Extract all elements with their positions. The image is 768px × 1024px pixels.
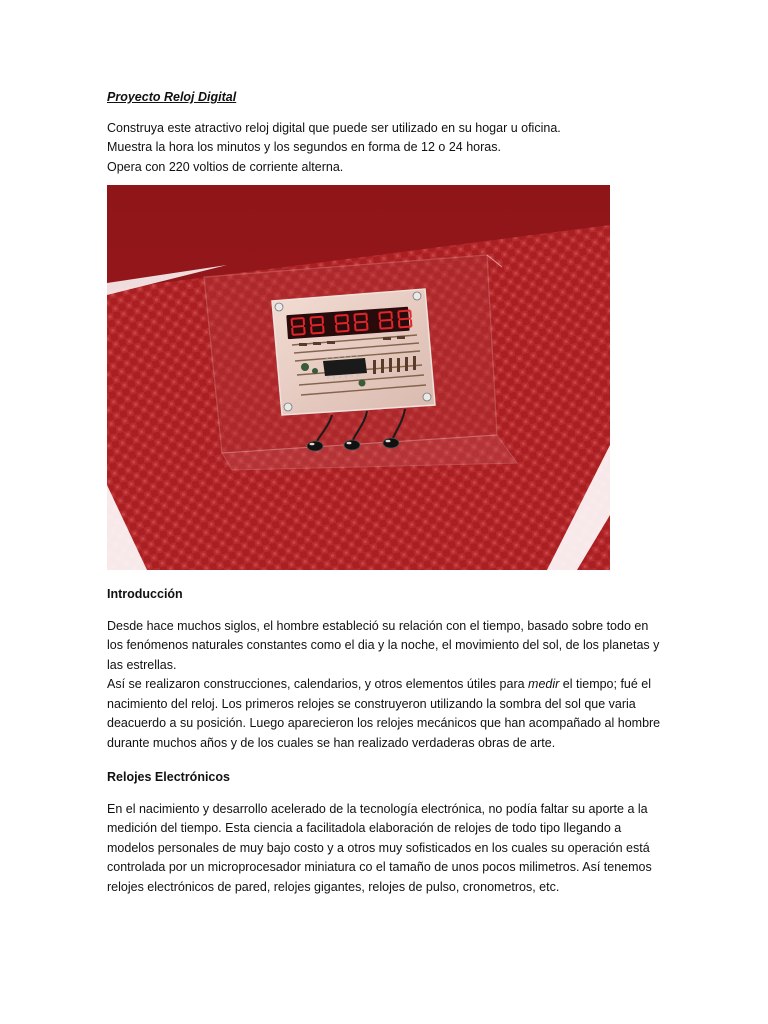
clock-photo-illustration [107, 185, 610, 570]
paragraph-relojes-electronicos [107, 800, 667, 898]
text-run: Así se realizaron construcciones, calendarios, y otros elementos útiles para [107, 677, 529, 691]
intro-line: Opera con 220 voltios de corriente alterna. [107, 159, 344, 174]
section-heading-relojes-electronicos: Relojes Electrónicos [107, 770, 230, 784]
intro-line: Muestra la hora los minutos y los segundos en forma de 12 o 24 horas. [107, 140, 501, 154]
intro-block [107, 119, 667, 178]
document-page [107, 88, 667, 905]
paragraph-introduccion [107, 617, 667, 754]
paragraph-text [107, 675, 667, 753]
emphasis-medir: medir [528, 677, 560, 691]
intro-line: Construya este atractivo reloj digital que puede ser utilizado en su hogar u oficina. [107, 120, 561, 135]
section-heading-introduccion: Introducción [107, 587, 183, 601]
digital-clock-photo [107, 185, 610, 570]
text-run: el tiempo; fué el nacimiento del reloj. Los primeros relojes se construyeron utilizando la sombra del sol que varia deacuerdo a su posición. Luego aparecieron los relojes mecánicos que han acompañado al hombre durante muchos años y de los cuales se han realizado verdaderas obras de arte. [107, 677, 661, 750]
paragraph-text: En el nacimiento y desarrollo acelerado de la tecnología electrónica, no podía faltar su aporte a la medición del tiempo. Esta ciencia a facilitadola elaboración de relojes de todo tipo llegando a modelos personales de muy bajo costo y a otros muy sofisticados en los cuales su operación está controlada por un microprocesador miniatura co el tamaño de unos pocos milimetros. Así tenemos relojes electrónicos de pared, relojes gigantes, relojes de pulso, cronometros, etc. [107, 801, 652, 894]
document-title: Proyecto Reloj Digital [107, 90, 237, 104]
paragraph-text: Desde hace muchos siglos, el hombre estableció su relación con el tiempo, basado sobre todo en los fenómenos naturales constantes como el dia y la noche, el movimiento del sol, de los planetas y las estrellas. [107, 618, 660, 672]
